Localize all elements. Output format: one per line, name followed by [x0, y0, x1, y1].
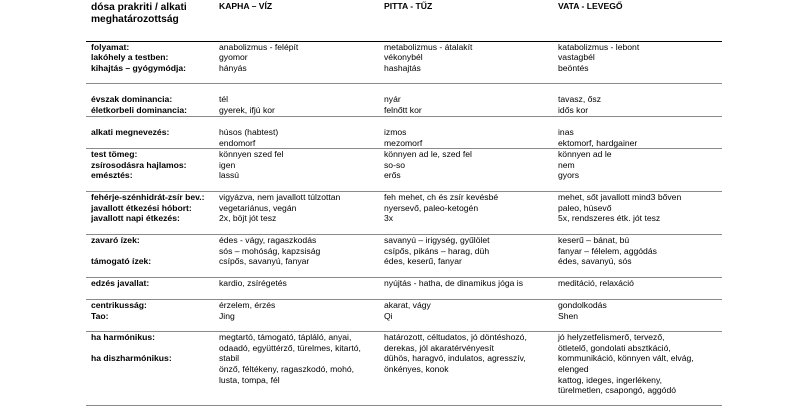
pitta-cell: [379, 116, 553, 149]
header-row: [86, 1, 722, 41]
vata-cell: [553, 192, 722, 235]
vata-cell-line: kattog, ideges, ingerlékeny,: [558, 374, 662, 385]
table-row: [86, 192, 722, 235]
vata-cell-line: idős kor: [558, 104, 589, 115]
kapha-cell: [214, 332, 379, 406]
kapha-cell-line: igen: [219, 159, 236, 170]
row-label: [86, 116, 214, 149]
pitta-cell: [379, 149, 553, 192]
vata-cell-line: ötletelő, gondolati absztkáció,: [558, 342, 671, 353]
pitta-cell-line: feh mehet, ch és zsír kevésbé: [384, 192, 499, 203]
pitta-cell-line: Qi: [384, 310, 393, 321]
kapha-cell-line: kardio, zsírégetés: [219, 278, 287, 289]
header-vata: VATA - LEVEGŐ: [553, 1, 722, 41]
vata-cell: [553, 116, 722, 149]
pitta-cell-line: nyersevő, paleo-ketogén: [384, 202, 479, 213]
vata-cell-line: tavasz, ősz: [558, 94, 601, 105]
row-label-line: kihajtás – gyógymódja:: [91, 62, 187, 73]
kapha-cell: [214, 300, 379, 332]
row-label-line: javallott étkezési hóbort:: [91, 202, 192, 213]
vata-cell: [553, 149, 722, 192]
kapha-cell-line: Jing: [219, 310, 235, 321]
vata-cell-line: beöntés: [558, 62, 589, 73]
vata-cell-line: kommunikáció, könnyen vált, elvág,: [558, 353, 694, 364]
header-kapha: KAPHA – VÍZ: [214, 1, 379, 41]
vata-cell-line: türelmetlen, csapongó, aggódó: [558, 385, 677, 396]
row-label: [86, 41, 214, 83]
table-row: [86, 83, 722, 116]
kapha-cell-line: csípős, savanyú, fanyar: [219, 256, 310, 267]
vata-cell: [553, 332, 722, 406]
vata-cell-line: gyors: [558, 170, 580, 181]
pitta-cell-line: savanyú – irigység, gyűlölet: [384, 235, 490, 246]
kapha-cell-line: vigyázva, nem javallott túlzottan: [219, 192, 341, 203]
header-label-line-1: dósa prakriti / alkati: [91, 2, 187, 13]
vata-cell-line: vastagbél: [558, 52, 595, 63]
pitta-cell-line: felnőtt kor: [384, 104, 422, 115]
kapha-cell-line: érzelem, érzés: [219, 300, 276, 311]
vata-cell-line: keserű – bánat, bú: [558, 235, 630, 246]
row-label-line: támogató ízek:: [91, 256, 152, 267]
pitta-cell-line: 3x: [384, 213, 394, 224]
pitta-cell-line: önkényes, konok: [384, 364, 449, 375]
kapha-cell-line: könnyen szed fel: [219, 149, 284, 160]
kapha-cell: [214, 116, 379, 149]
row-label: [86, 235, 214, 278]
kapha-cell-line: vegetariánus, vegán: [219, 202, 297, 213]
table-row: [86, 300, 722, 332]
row-label-line: test tömeg:: [91, 149, 138, 160]
pitta-cell-line: vékonybél: [384, 52, 423, 63]
pitta-cell: [379, 83, 553, 116]
pitta-cell-line: dühös, haragvó, indulatos, agresszív,: [384, 353, 526, 364]
kapha-cell-line: hányás: [219, 62, 247, 73]
vata-cell-line: paleo, húsevő: [558, 202, 612, 213]
vata-cell: [553, 235, 722, 278]
pitta-cell: [379, 192, 553, 235]
table-row: [86, 41, 722, 83]
vata-cell-line: nem: [558, 159, 575, 170]
row-label: [86, 192, 214, 235]
pitta-cell: [379, 300, 553, 332]
kapha-cell-line: édes - vágy, ragaszkodás: [219, 235, 317, 246]
header-pitta: PITTA - TŰZ: [379, 1, 553, 41]
row-label-line: [91, 246, 214, 257]
kapha-cell-line: sós – mohóság, kapzsiság: [219, 245, 321, 256]
kapha-cell-line: endomorf: [219, 137, 256, 148]
kapha-cell-line: tél: [219, 94, 229, 105]
table-row: [86, 149, 722, 192]
pitta-cell-line: könnyen ad le, szed fel: [384, 149, 472, 160]
pitta-cell-line: so-so: [384, 159, 406, 170]
vata-cell-line: katabolizmus - lebont: [558, 41, 640, 52]
pitta-cell-line: hashajtás: [384, 62, 421, 73]
vata-cell-line: ektomorf, hardgainer: [558, 137, 638, 148]
row-label-line: folyamat:: [91, 41, 130, 52]
header-label-line-2: meghatározottság: [91, 14, 179, 26]
vata-cell-line: fanyar – félelem, aggódás: [558, 245, 657, 256]
pitta-cell-line: [384, 117, 553, 128]
pitta-cell-line: akarat, vágy: [384, 300, 431, 311]
vata-cell-line: édes, savanyú, sós: [558, 256, 632, 267]
kapha-cell-line: anabolizmus - felépít: [219, 41, 299, 52]
row-label: [86, 149, 214, 192]
pitta-cell: [379, 41, 553, 83]
pitta-cell-line: metabolizmus - átalakít: [384, 41, 473, 52]
row-label-line: emésztés:: [91, 170, 133, 181]
kapha-cell-line: lusta, tompa, fél: [219, 374, 280, 385]
pitta-cell-line: nyújtás - hatha, de dinamikus jóga is: [384, 278, 524, 289]
row-label-line: zsírosodásra hajlamos:: [91, 159, 187, 170]
row-label: [86, 278, 214, 300]
pitta-cell-line: derekas, jól akaratérvényesít: [384, 342, 494, 353]
table-row: [86, 235, 722, 278]
row-label-line: [91, 343, 214, 354]
vata-cell-line: elenged: [558, 364, 589, 375]
kapha-cell-line: gyomor: [219, 52, 248, 63]
row-label-line: edzés javallat:: [91, 278, 150, 289]
vata-cell: [553, 300, 722, 332]
pitta-cell-line: izmos: [384, 127, 407, 138]
vata-cell-line: mehet, sőt javallott mind3 bőven: [558, 192, 682, 203]
vata-cell-line: meditáció, relaxáció: [558, 278, 634, 289]
pitta-cell-line: [384, 84, 553, 95]
row-label: [86, 83, 214, 116]
pitta-cell: [379, 235, 553, 278]
kapha-cell-line: önző, féltékeny, ragaszkodó, mohó,: [219, 364, 355, 375]
row-label-line: zavaró ízek:: [91, 235, 140, 246]
row-label: [86, 300, 214, 332]
vata-cell: [553, 278, 722, 300]
pitta-cell: [379, 332, 553, 406]
pitta-cell: [379, 278, 553, 300]
vata-cell-line: inas: [558, 127, 574, 138]
vata-cell-line: [558, 84, 722, 95]
row-label-line: fehérje-szénhidrát-zsír bev.:: [91, 192, 205, 203]
vata-cell-line: könnyen ad le: [558, 149, 612, 160]
table-row: [86, 278, 722, 300]
kapha-cell-line: 2x, böjt jót tesz: [219, 213, 277, 224]
kapha-cell-line: lassú: [219, 170, 240, 181]
kapha-cell-line: [219, 84, 379, 95]
kapha-cell: [214, 41, 379, 83]
vata-cell-line: jó helyzetfelismerő, tervező,: [558, 332, 665, 343]
dosha-table: [86, 1, 722, 406]
row-label-line: [91, 84, 214, 95]
kapha-cell-line: gyerek, ifjú kor: [219, 104, 275, 115]
kapha-cell: [214, 235, 379, 278]
vata-cell-line: [558, 117, 722, 128]
kapha-cell: [214, 192, 379, 235]
row-label-line: életkorbeli dominancia:: [91, 104, 187, 115]
kapha-cell-line: odaadó, együttérző, türelmes, kitartó,: [219, 342, 361, 353]
pitta-cell-line: mezomorf: [384, 137, 423, 148]
pitta-cell-line: erős: [384, 170, 401, 181]
row-label: [86, 332, 214, 406]
row-label-line: Tao:: [91, 310, 109, 321]
row-label-line: évszak dominancia:: [91, 94, 173, 105]
table-row: [86, 116, 722, 149]
kapha-cell: [214, 83, 379, 116]
kapha-cell-line: húsos (habtest): [219, 127, 279, 138]
row-label-line: javallott napi étkezés:: [91, 213, 180, 224]
row-label-line: lakóhely a testben:: [91, 52, 169, 63]
pitta-cell-line: csípős, pikáns – harag, düh: [384, 245, 490, 256]
vata-cell: [553, 41, 722, 83]
row-label-line: centrikusság:: [91, 300, 147, 311]
row-label-line: alkati megnevezés:: [91, 127, 170, 138]
table-body: [86, 1, 722, 406]
vata-cell-line: 5x, rendszeres étk. jót tesz: [558, 213, 661, 224]
vata-cell-line: Shen: [558, 310, 579, 321]
kapha-cell-line: [219, 117, 379, 128]
vata-cell: [553, 83, 722, 116]
kapha-cell-line: stabil: [219, 353, 240, 364]
header-label-cell: [86, 1, 214, 41]
pitta-cell-line: édes, keserű, fanyar: [384, 256, 462, 267]
kapha-cell-line: megtartó, támogató, tápláló, anyai,: [219, 332, 352, 343]
table-row: [86, 332, 722, 406]
row-label-line: ha diszharmónikus:: [91, 353, 172, 364]
kapha-cell: [214, 149, 379, 192]
row-label-line: ha harmónikus:: [91, 332, 155, 343]
row-label-line: [91, 117, 214, 128]
pitta-cell-line: nyár: [384, 94, 401, 105]
kapha-cell: [214, 278, 379, 300]
vata-cell-line: gondolkodás: [558, 300, 607, 311]
pitta-cell-line: határozott, céltudatos, jó döntéshozó,: [384, 332, 527, 343]
